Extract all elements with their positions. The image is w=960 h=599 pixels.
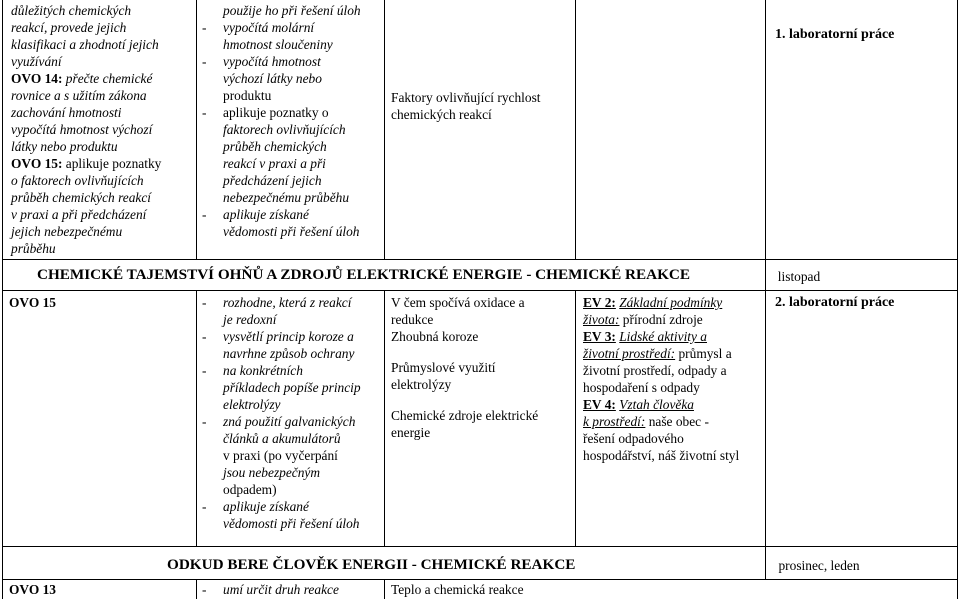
ovo14-line bbox=[11, 70, 195, 87]
grid-line bbox=[384, 290, 385, 546]
text-line: průběhu bbox=[11, 241, 56, 256]
ev4-title: Vztah člověka bbox=[619, 397, 694, 412]
grid-line bbox=[2, 579, 958, 580]
outcome-item: - na konkrétních příkladech popíše princip elektrolýzy bbox=[199, 362, 383, 413]
row3-topic-cell: Teplo a chemická reakce bbox=[391, 582, 524, 597]
grid-line bbox=[765, 0, 766, 259]
grid-line bbox=[575, 0, 576, 259]
text-line: v praxi a při předcházení bbox=[11, 207, 147, 222]
grid-line bbox=[2, 546, 958, 547]
topic-line: redukce bbox=[391, 312, 434, 327]
text-line: průběh chemických reakcí bbox=[11, 190, 152, 205]
ev2-sub: života: bbox=[583, 312, 620, 327]
row3-outcome-cell bbox=[199, 581, 383, 598]
outcome-intro: použije ho při řešení úloh bbox=[223, 3, 361, 18]
ev3-line: životní prostředí, odpady a bbox=[583, 363, 727, 378]
topic-line: V čem spočívá oxidace a bbox=[391, 295, 525, 310]
row2-themes-cell bbox=[583, 294, 765, 464]
ev2-title: Základní podmínky bbox=[619, 295, 723, 310]
grid-line bbox=[384, 0, 385, 259]
topic-line: elektrolýzy bbox=[391, 377, 452, 392]
outcome-list bbox=[199, 19, 383, 240]
row2-notes-cell: 2. laboratorní práce bbox=[775, 295, 895, 310]
ovo14-text: přečte chemické bbox=[62, 71, 153, 86]
ev3-line bbox=[583, 345, 765, 362]
topic-line: Chemické zdroje elektrické bbox=[391, 408, 539, 423]
ev4-line bbox=[583, 413, 765, 430]
outcome-item: - aplikuje získané vědomosti při řešení úloh bbox=[199, 498, 383, 532]
row2-ovo-cell: OVO 15 bbox=[9, 295, 56, 310]
topic-line: Zhoubná koroze bbox=[391, 329, 479, 344]
grid-line bbox=[575, 290, 576, 546]
ev4-sub: k prostředí: bbox=[583, 414, 646, 429]
text-line: klasifikaci a zhodnotí jejich bbox=[11, 37, 159, 52]
grid-line bbox=[2, 259, 958, 260]
row2-outcomes-cell bbox=[199, 294, 383, 532]
text-line: o faktorech ovlivňujících bbox=[11, 173, 144, 188]
row3-ovo-cell: OVO 13 bbox=[9, 582, 56, 597]
ev3-line bbox=[583, 328, 765, 345]
grid-line bbox=[765, 290, 766, 546]
ev2-text: přírodní zdroje bbox=[619, 312, 703, 327]
ev4-line bbox=[583, 396, 765, 413]
outcome-item: - aplikuje poznatky o faktorech ovlivňujících průběh chemických reakcí v praxi a při předcházení jejich nebezpečnému průběhu bbox=[199, 104, 383, 206]
outcome-item: - vysvětlí princip koroze a navrhne způsob ochrany bbox=[199, 328, 383, 362]
topic-line: Faktory ovlivňující rychlost bbox=[391, 90, 541, 105]
grid-line bbox=[2, 0, 3, 599]
outcome-item: - aplikuje získané vědomosti při řešení úloh bbox=[199, 206, 383, 240]
ev4-code: EV 4: bbox=[583, 397, 616, 412]
text-line: jejich nebezpečnému bbox=[11, 224, 123, 239]
text-line: rovnice a s užitím zákona bbox=[11, 88, 147, 103]
grid-line bbox=[196, 579, 197, 599]
topic-line: chemických reakcí bbox=[391, 107, 492, 122]
row2-topics-cell bbox=[391, 294, 573, 441]
row1-topics-cell bbox=[391, 89, 573, 123]
grid-line bbox=[2, 290, 958, 291]
outcome-list bbox=[199, 294, 383, 532]
topic-line: Průmyslové využití bbox=[391, 360, 496, 375]
ev3-title: Lidské aktivity a bbox=[619, 329, 707, 344]
grid-line bbox=[196, 290, 197, 546]
ev2-line bbox=[583, 311, 765, 328]
section-title: ODKUD BERE ČLOVĚK ENERGII - CHEMICKÉ REAKCE bbox=[167, 556, 576, 573]
section-time: listopad bbox=[777, 269, 821, 284]
ev3-code: EV 3: bbox=[583, 329, 616, 344]
outcome-item: - umí určit druh reakce bbox=[199, 581, 383, 598]
outcome-item: - vypočítá molární hmotnost sloučeniny bbox=[199, 19, 383, 53]
outcome-item: - rozhodne, která z reakcí je redoxní bbox=[199, 294, 383, 328]
grid-line bbox=[957, 0, 958, 599]
ev3-line: hospodaření s odpady bbox=[583, 380, 700, 395]
ev2-line bbox=[583, 294, 765, 311]
ev4-line: hospodářství, náš životní styl bbox=[583, 448, 740, 463]
text-line: zachování hmotnosti bbox=[11, 105, 122, 120]
ev4-line: řešení odpadového bbox=[583, 431, 684, 446]
ev2-code: EV 2: bbox=[583, 295, 616, 310]
ev3-text: průmysl a bbox=[675, 346, 732, 361]
grid-line bbox=[196, 0, 197, 259]
section-time: prosinec, leden bbox=[778, 558, 860, 573]
outcome-item: - zná použití galvanických článků a akumulátorů v praxi (po vyčerpání jsou nebezpečným odpadem) bbox=[199, 413, 383, 498]
row1-outcomes-cell bbox=[199, 2, 383, 240]
text-line: důležitých chemických bbox=[11, 3, 132, 18]
ovo15-line bbox=[11, 155, 195, 172]
text-line: látky nebo produktu bbox=[11, 139, 118, 154]
grid-line bbox=[384, 579, 385, 599]
text-line: využívání bbox=[11, 54, 62, 69]
ovo15-code: OVO 15: bbox=[11, 156, 63, 171]
row1-notes-cell: 1. laboratorní práce bbox=[775, 27, 895, 42]
section-title: CHEMICKÉ TAJEMSTVÍ OHŇŮ A ZDROJŮ ELEKTRICKÉ ENERGIE - CHEMICKÉ REAKCE bbox=[37, 266, 691, 283]
text-line: reakcí, provede jejich bbox=[11, 20, 127, 35]
ev4-text: naše obec - bbox=[645, 414, 709, 429]
text-line: vypočítá hmotnost výchozí bbox=[11, 122, 153, 137]
ovo14-code: OVO 14: bbox=[11, 71, 63, 86]
ovo15-text: aplikuje poznatky bbox=[62, 156, 162, 171]
row1-outputs-cell bbox=[11, 2, 195, 257]
ev3-sub: životní prostředí: bbox=[583, 346, 676, 361]
outcome-item: - vypočítá hmotnost výchozí látky nebo produktu bbox=[199, 53, 383, 104]
topic-line: energie bbox=[391, 425, 431, 440]
